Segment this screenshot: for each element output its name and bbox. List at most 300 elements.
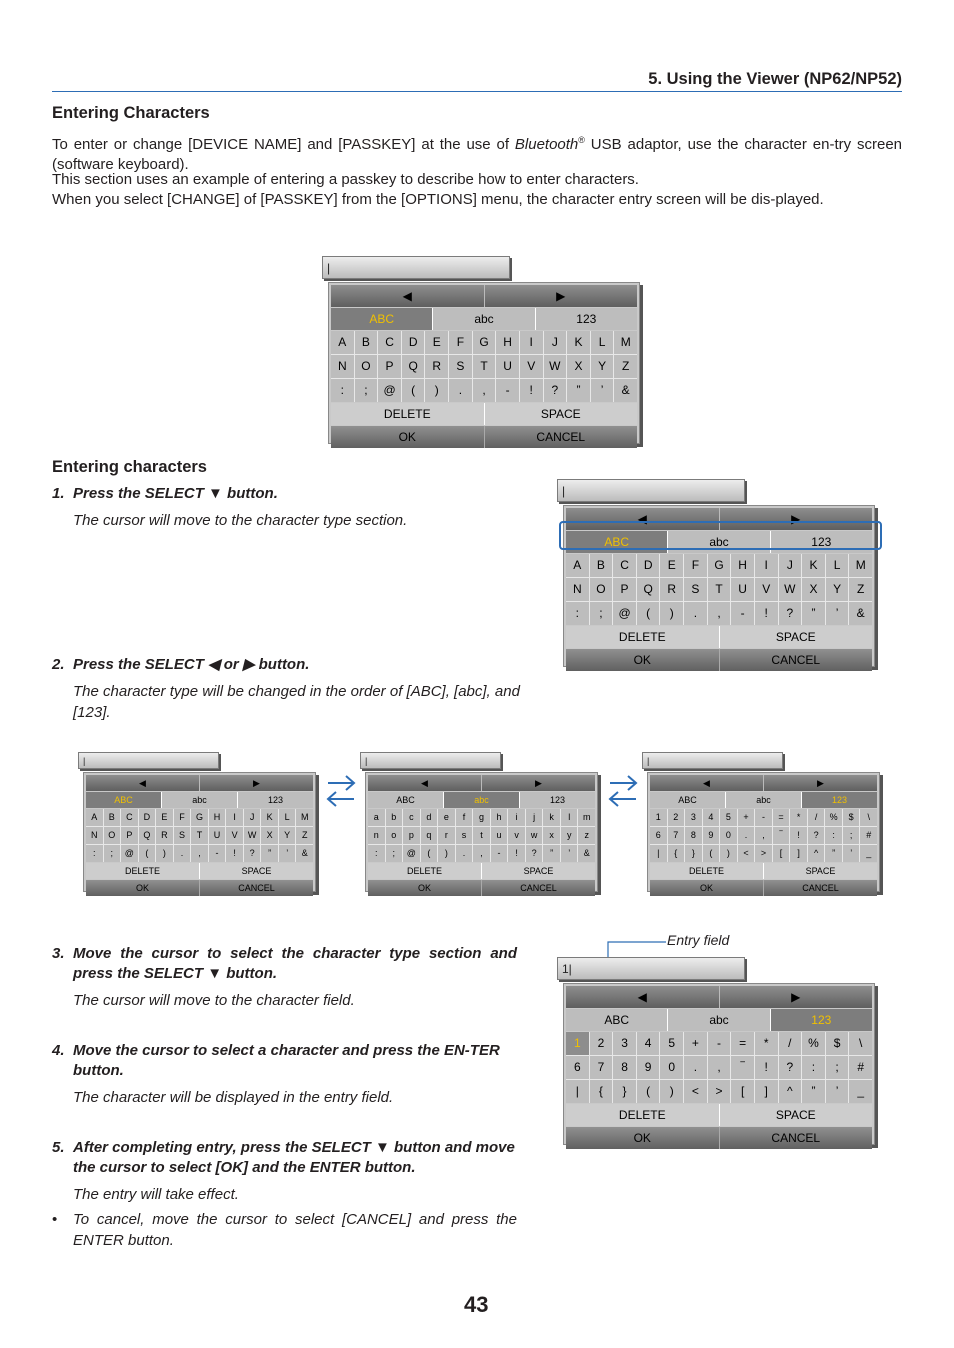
character-key[interactable]: 8: [613, 1056, 636, 1079]
character-key[interactable]: ): [720, 845, 737, 862]
character-key[interactable]: v: [508, 827, 525, 844]
character-key[interactable]: Z: [614, 355, 637, 378]
character-key[interactable]: V: [755, 578, 778, 601]
character-key[interactable]: A: [86, 809, 103, 826]
character-key[interactable]: >: [755, 845, 772, 862]
character-key[interactable]: ’: [561, 845, 578, 862]
confirm-bar: [86, 880, 313, 896]
character-key[interactable]: %: [825, 809, 842, 826]
character-key[interactable]: ’: [826, 602, 849, 625]
step-number: 5.: [52, 1139, 65, 1156]
character-key[interactable]: .: [456, 845, 473, 862]
character-key[interactable]: 4: [637, 1032, 660, 1055]
character-key[interactable]: :: [331, 379, 354, 402]
character-key[interactable]: G: [191, 809, 208, 826]
delete-button[interactable]: DELETE: [650, 863, 764, 879]
character-key[interactable]: I: [755, 554, 778, 577]
tab-lower[interactable]: abc: [444, 792, 520, 808]
character-key[interactable]: p: [403, 827, 420, 844]
character-key[interactable]: *: [790, 809, 807, 826]
character-key[interactable]: P: [378, 355, 401, 378]
character-key[interactable]: 2: [668, 809, 685, 826]
character-key[interactable]: ]: [790, 845, 807, 862]
character-key[interactable]: |: [650, 845, 667, 862]
character-key[interactable]: ?: [808, 827, 825, 844]
character-key[interactable]: &: [296, 845, 313, 862]
character-key[interactable]: ?: [544, 379, 567, 402]
character-key[interactable]: 0: [660, 1056, 683, 1079]
character-key[interactable]: A: [331, 331, 354, 354]
tab-lower[interactable]: abc: [668, 1009, 770, 1031]
character-key[interactable]: C: [613, 554, 636, 577]
character-key[interactable]: V: [226, 827, 243, 844]
character-key[interactable]: ): [156, 845, 173, 862]
space-button[interactable]: SPACE: [482, 863, 595, 879]
character-key[interactable]: H: [209, 809, 226, 826]
character-key[interactable]: C: [378, 331, 401, 354]
character-key[interactable]: :: [86, 845, 103, 862]
character-key[interactable]: @: [121, 845, 138, 862]
character-key[interactable]: ,: [473, 845, 490, 862]
character-key[interactable]: !: [520, 379, 543, 402]
character-key[interactable]: ”: [543, 845, 560, 862]
character-key[interactable]: ): [660, 1080, 683, 1103]
character-key[interactable]: /: [808, 809, 825, 826]
character-key[interactable]: !: [755, 1056, 778, 1079]
character-key[interactable]: ’: [826, 1080, 849, 1103]
character-key[interactable]: ,: [191, 845, 208, 862]
character-key[interactable]: =: [731, 1032, 754, 1055]
character-key[interactable]: w: [526, 827, 543, 844]
character-key[interactable]: :: [825, 827, 842, 844]
character-key[interactable]: *: [755, 1032, 778, 1055]
character-key[interactable]: (: [421, 845, 438, 862]
character-key[interactable]: o: [386, 827, 403, 844]
character-key[interactable]: -: [491, 845, 508, 862]
character-key[interactable]: +: [738, 809, 755, 826]
character-key[interactable]: _: [849, 1080, 872, 1103]
character-key[interactable]: \: [860, 809, 877, 826]
character-key[interactable]: ”: [825, 845, 842, 862]
character-key[interactable]: :: [368, 845, 385, 862]
nav-left-arrow-icon[interactable]: ◀: [566, 986, 720, 1008]
character-key[interactable]: 9: [637, 1056, 660, 1079]
character-key[interactable]: B: [590, 554, 613, 577]
character-key[interactable]: T: [191, 827, 208, 844]
cancel-button[interactable]: CANCEL: [238, 883, 275, 893]
character-key[interactable]: l: [561, 809, 578, 826]
character-key[interactable]: j: [526, 809, 543, 826]
character-key[interactable]: [: [773, 845, 790, 862]
ok-button[interactable]: OK: [86, 880, 200, 896]
character-key[interactable]: x: [543, 827, 560, 844]
tab-numeric[interactable]: 123: [238, 792, 313, 808]
entry-field[interactable]: |: [360, 752, 501, 769]
character-key[interactable]: E: [156, 809, 173, 826]
character-key[interactable]: U: [496, 355, 519, 378]
character-key[interactable]: ): [425, 379, 448, 402]
character-key[interactable]: ?: [244, 845, 261, 862]
cancel-button[interactable]: CANCEL: [771, 1131, 821, 1145]
step-number: 2.: [52, 656, 65, 673]
character-key[interactable]: ;: [826, 1056, 849, 1079]
character-key[interactable]: ’: [591, 379, 614, 402]
character-key[interactable]: i: [508, 809, 525, 826]
character-key[interactable]: d: [421, 809, 438, 826]
character-key[interactable]: I: [226, 809, 243, 826]
character-key[interactable]: b: [386, 809, 403, 826]
character-key[interactable]: (: [703, 845, 720, 862]
character-key[interactable]: ,: [755, 827, 772, 844]
entry-field[interactable]: |: [557, 479, 745, 502]
character-key[interactable]: t: [473, 827, 490, 844]
character-key[interactable]: 3: [685, 809, 702, 826]
character-key[interactable]: $: [826, 1032, 849, 1055]
space-button[interactable]: SPACE: [200, 863, 313, 879]
nav-left-arrow-icon[interactable]: ◀: [566, 508, 720, 530]
tab-upper[interactable]: ABC: [566, 1009, 668, 1031]
character-key[interactable]: y: [561, 827, 578, 844]
delete-button[interactable]: DELETE: [566, 1104, 720, 1126]
cancel-button[interactable]: CANCEL: [520, 883, 557, 893]
character-key[interactable]: @: [403, 845, 420, 862]
character-key[interactable]: ?: [526, 845, 543, 862]
character-key[interactable]: N: [566, 578, 589, 601]
character-key[interactable]: Q: [402, 355, 425, 378]
nav-left-arrow-icon[interactable]: ◀: [86, 775, 200, 791]
character-key[interactable]: M: [849, 554, 872, 577]
tab-upper[interactable]: ABC: [566, 531, 668, 553]
character-key[interactable]: A: [566, 554, 589, 577]
character-key[interactable]: L: [279, 809, 296, 826]
character-key[interactable]: 6: [566, 1056, 589, 1079]
character-key[interactable]: e: [438, 809, 455, 826]
tab-lower[interactable]: abc: [162, 792, 238, 808]
character-key[interactable]: J: [544, 331, 567, 354]
character-key[interactable]: $: [843, 809, 860, 826]
character-key[interactable]: J: [244, 809, 261, 826]
character-key[interactable]: ‾: [773, 827, 790, 844]
character-key[interactable]: !: [755, 602, 778, 625]
character-key[interactable]: z: [578, 827, 595, 844]
character-key[interactable]: W: [244, 827, 261, 844]
character-key[interactable]: K: [802, 554, 825, 577]
character-key[interactable]: N: [86, 827, 103, 844]
character-key[interactable]: F: [684, 554, 707, 577]
character-key[interactable]: Y: [826, 578, 849, 601]
tab-numeric[interactable]: 123: [771, 1009, 872, 1031]
character-key[interactable]: 2: [590, 1032, 613, 1055]
character-key[interactable]: O: [590, 578, 613, 601]
character-key[interactable]: W: [544, 355, 567, 378]
character-key[interactable]: ;: [386, 845, 403, 862]
character-key[interactable]: Y: [279, 827, 296, 844]
character-key[interactable]: O: [104, 827, 121, 844]
character-key[interactable]: L: [826, 554, 849, 577]
character-key[interactable]: .: [684, 1056, 707, 1079]
character-key[interactable]: &: [578, 845, 595, 862]
space-button[interactable]: SPACE: [485, 403, 638, 425]
character-key[interactable]: H: [496, 331, 519, 354]
character-key[interactable]: g: [473, 809, 490, 826]
character-key[interactable]: }: [685, 845, 702, 862]
character-key[interactable]: 6: [650, 827, 667, 844]
character-key[interactable]: S: [449, 355, 472, 378]
character-key[interactable]: -: [708, 1032, 731, 1055]
character-key[interactable]: 1: [650, 809, 667, 826]
character-key[interactable]: @: [378, 379, 401, 402]
character-key[interactable]: Q: [637, 578, 660, 601]
character-key[interactable]: {: [590, 1080, 613, 1103]
ok-button[interactable]: OK: [566, 1127, 720, 1149]
bluetooth-term: Bluetooth: [514, 136, 579, 153]
tab-upper[interactable]: ABC: [368, 792, 444, 808]
character-key[interactable]: _: [860, 845, 877, 862]
character-key[interactable]: B: [104, 809, 121, 826]
character-key[interactable]: T: [473, 355, 496, 378]
character-key[interactable]: 5: [660, 1032, 683, 1055]
character-key[interactable]: B: [355, 331, 378, 354]
character-key[interactable]: M: [296, 809, 313, 826]
ok-button[interactable]: OK: [650, 880, 764, 896]
character-key[interactable]: R: [425, 355, 448, 378]
character-key[interactable]: P: [613, 578, 636, 601]
nav-right-arrow-icon[interactable]: ▶: [556, 289, 566, 303]
character-key[interactable]: R: [660, 578, 683, 601]
character-key[interactable]: ,: [473, 379, 496, 402]
character-key[interactable]: F: [174, 809, 191, 826]
cancel-button[interactable]: CANCEL: [536, 430, 586, 444]
space-button[interactable]: SPACE: [720, 1104, 873, 1126]
character-key[interactable]: &: [614, 379, 637, 402]
character-key[interactable]: ”: [802, 1080, 825, 1103]
character-key[interactable]: U: [731, 578, 754, 601]
nav-right-arrow-icon[interactable]: ▶: [253, 778, 260, 788]
tab-lower[interactable]: abc: [433, 308, 535, 330]
tab-numeric[interactable]: 123: [771, 531, 872, 553]
tab-upper[interactable]: ABC: [650, 792, 726, 808]
character-key[interactable]: q: [421, 827, 438, 844]
character-key[interactable]: <: [684, 1080, 707, 1103]
character-key[interactable]: P: [121, 827, 138, 844]
character-key[interactable]: Y: [591, 355, 614, 378]
tab-upper[interactable]: ABC: [86, 792, 162, 808]
entry-field[interactable]: |: [322, 256, 510, 279]
character-key[interactable]: ]: [755, 1080, 778, 1103]
character-key[interactable]: ,: [708, 1056, 731, 1079]
character-key[interactable]: ”: [802, 602, 825, 625]
character-key[interactable]: !: [508, 845, 525, 862]
character-key[interactable]: F: [449, 331, 472, 354]
character-key[interactable]: .: [738, 827, 755, 844]
character-key[interactable]: J: [779, 554, 802, 577]
character-key[interactable]: -: [731, 602, 754, 625]
character-key[interactable]: 9: [703, 827, 720, 844]
character-key[interactable]: S: [174, 827, 191, 844]
character-key[interactable]: .: [174, 845, 191, 862]
nav-right-arrow-icon[interactable]: ▶: [535, 778, 542, 788]
nav-right-arrow-icon[interactable]: ▶: [791, 990, 801, 1004]
character-key[interactable]: ”: [567, 379, 590, 402]
nav-left-arrow-icon[interactable]: ◀: [650, 775, 764, 791]
character-key[interactable]: M: [614, 331, 637, 354]
character-key[interactable]: V: [520, 355, 543, 378]
character-key[interactable]: ;: [843, 827, 860, 844]
character-key[interactable]: W: [779, 578, 802, 601]
character-key[interactable]: (: [139, 845, 156, 862]
delete-button[interactable]: DELETE: [331, 403, 485, 425]
character-key[interactable]: 8: [685, 827, 702, 844]
character-key[interactable]: (: [637, 602, 660, 625]
character-key[interactable]: E: [660, 554, 683, 577]
character-key[interactable]: #: [860, 827, 877, 844]
cancel-button[interactable]: CANCEL: [802, 883, 839, 893]
character-key[interactable]: 1: [566, 1032, 589, 1055]
character-key[interactable]: &: [849, 602, 872, 625]
character-key[interactable]: <: [738, 845, 755, 862]
character-key[interactable]: T: [708, 578, 731, 601]
character-key[interactable]: H: [731, 554, 754, 577]
ok-button[interactable]: OK: [368, 880, 482, 896]
character-key[interactable]: ;: [355, 379, 378, 402]
ok-button[interactable]: OK: [331, 426, 485, 448]
character-key[interactable]: /: [779, 1032, 802, 1055]
character-key[interactable]: C: [121, 809, 138, 826]
character-key[interactable]: K: [261, 809, 278, 826]
character-key[interactable]: %: [802, 1032, 825, 1055]
character-key[interactable]: 7: [590, 1056, 613, 1079]
character-key[interactable]: ): [438, 845, 455, 862]
tab-lower[interactable]: abc: [668, 531, 770, 553]
character-key[interactable]: r: [438, 827, 455, 844]
character-key[interactable]: 3: [613, 1032, 636, 1055]
entry-field[interactable]: |: [642, 752, 783, 769]
character-key[interactable]: u: [491, 827, 508, 844]
character-key[interactable]: -: [209, 845, 226, 862]
character-key[interactable]: ^: [779, 1080, 802, 1103]
character-key[interactable]: ’: [279, 845, 296, 862]
character-key[interactable]: a: [368, 809, 385, 826]
character-key[interactable]: (: [637, 1080, 660, 1103]
character-key[interactable]: !: [790, 827, 807, 844]
character-key[interactable]: D: [637, 554, 660, 577]
character-key[interactable]: .: [684, 602, 707, 625]
character-key[interactable]: \: [849, 1032, 872, 1055]
character-key[interactable]: ;: [104, 845, 121, 862]
character-key[interactable]: X: [802, 578, 825, 601]
character-key[interactable]: 0: [720, 827, 737, 844]
character-key[interactable]: :: [802, 1056, 825, 1079]
character-key[interactable]: Z: [849, 578, 872, 601]
character-key[interactable]: n: [368, 827, 385, 844]
character-key[interactable]: #: [849, 1056, 872, 1079]
tab-lower[interactable]: abc: [726, 792, 802, 808]
character-key[interactable]: }: [613, 1080, 636, 1103]
character-key[interactable]: N: [331, 355, 354, 378]
character-key[interactable]: |: [566, 1080, 589, 1103]
character-key[interactable]: c: [403, 809, 420, 826]
character-key[interactable]: ‾: [731, 1056, 754, 1079]
character-key[interactable]: D: [139, 809, 156, 826]
step-5: [52, 1138, 517, 1251]
character-key[interactable]: @: [613, 602, 636, 625]
character-key[interactable]: X: [567, 355, 590, 378]
character-key[interactable]: E: [425, 331, 448, 354]
space-button[interactable]: SPACE: [764, 863, 877, 879]
character-key[interactable]: ?: [779, 1056, 802, 1079]
cancel-button[interactable]: CANCEL: [771, 653, 821, 667]
character-key[interactable]: ”: [261, 845, 278, 862]
character-key[interactable]: I: [520, 331, 543, 354]
character-key[interactable]: R: [156, 827, 173, 844]
character-key[interactable]: {: [668, 845, 685, 862]
character-key[interactable]: -: [755, 809, 772, 826]
character-key[interactable]: 4: [703, 809, 720, 826]
character-key[interactable]: f: [456, 809, 473, 826]
character-key[interactable]: Q: [139, 827, 156, 844]
entry-field[interactable]: |: [78, 752, 219, 769]
character-key[interactable]: !: [226, 845, 243, 862]
character-key[interactable]: X: [261, 827, 278, 844]
character-key[interactable]: .: [449, 379, 472, 402]
character-key[interactable]: Z: [296, 827, 313, 844]
character-key[interactable]: (: [402, 379, 425, 402]
character-key[interactable]: s: [456, 827, 473, 844]
entry-field[interactable]: 1|: [557, 957, 745, 980]
character-key[interactable]: ;: [590, 602, 613, 625]
character-key[interactable]: >: [708, 1080, 731, 1103]
nav-right-arrow-icon[interactable]: ▶: [791, 512, 801, 526]
character-key[interactable]: +: [684, 1032, 707, 1055]
tab-numeric[interactable]: 123: [520, 792, 595, 808]
tab-numeric[interactable]: 123: [802, 792, 877, 808]
character-key[interactable]: S: [684, 578, 707, 601]
character-key[interactable]: ,: [708, 602, 731, 625]
character-key[interactable]: ?: [779, 602, 802, 625]
character-key[interactable]: ): [660, 602, 683, 625]
space-button[interactable]: SPACE: [720, 626, 873, 648]
character-key[interactable]: h: [491, 809, 508, 826]
nav-right-arrow-icon[interactable]: ▶: [817, 778, 824, 788]
delete-button[interactable]: DELETE: [368, 863, 482, 879]
character-key[interactable]: K: [567, 331, 590, 354]
tab-numeric[interactable]: 123: [536, 308, 637, 330]
delete-button[interactable]: DELETE: [566, 626, 720, 648]
character-type-tabs: [650, 792, 877, 808]
tab-upper[interactable]: ABC: [331, 308, 433, 330]
nav-left-arrow-icon[interactable]: ◀: [368, 775, 482, 791]
character-key[interactable]: ^: [808, 845, 825, 862]
delete-button[interactable]: DELETE: [86, 863, 200, 879]
character-key[interactable]: [: [731, 1080, 754, 1103]
nav-left-arrow-icon[interactable]: ◀: [331, 285, 485, 307]
character-key[interactable]: 7: [668, 827, 685, 844]
character-key[interactable]: -: [496, 379, 519, 402]
character-key[interactable]: L: [591, 331, 614, 354]
character-key[interactable]: D: [402, 331, 425, 354]
character-key[interactable]: G: [473, 331, 496, 354]
character-key[interactable]: U: [209, 827, 226, 844]
character-key[interactable]: :: [566, 602, 589, 625]
character-key[interactable]: ’: [843, 845, 860, 862]
character-key[interactable]: O: [355, 355, 378, 378]
character-key[interactable]: G: [708, 554, 731, 577]
character-key[interactable]: k: [543, 809, 560, 826]
character-key[interactable]: 5: [720, 809, 737, 826]
character-key[interactable]: =: [773, 809, 790, 826]
character-key[interactable]: m: [578, 809, 595, 826]
ok-button[interactable]: OK: [566, 649, 720, 671]
